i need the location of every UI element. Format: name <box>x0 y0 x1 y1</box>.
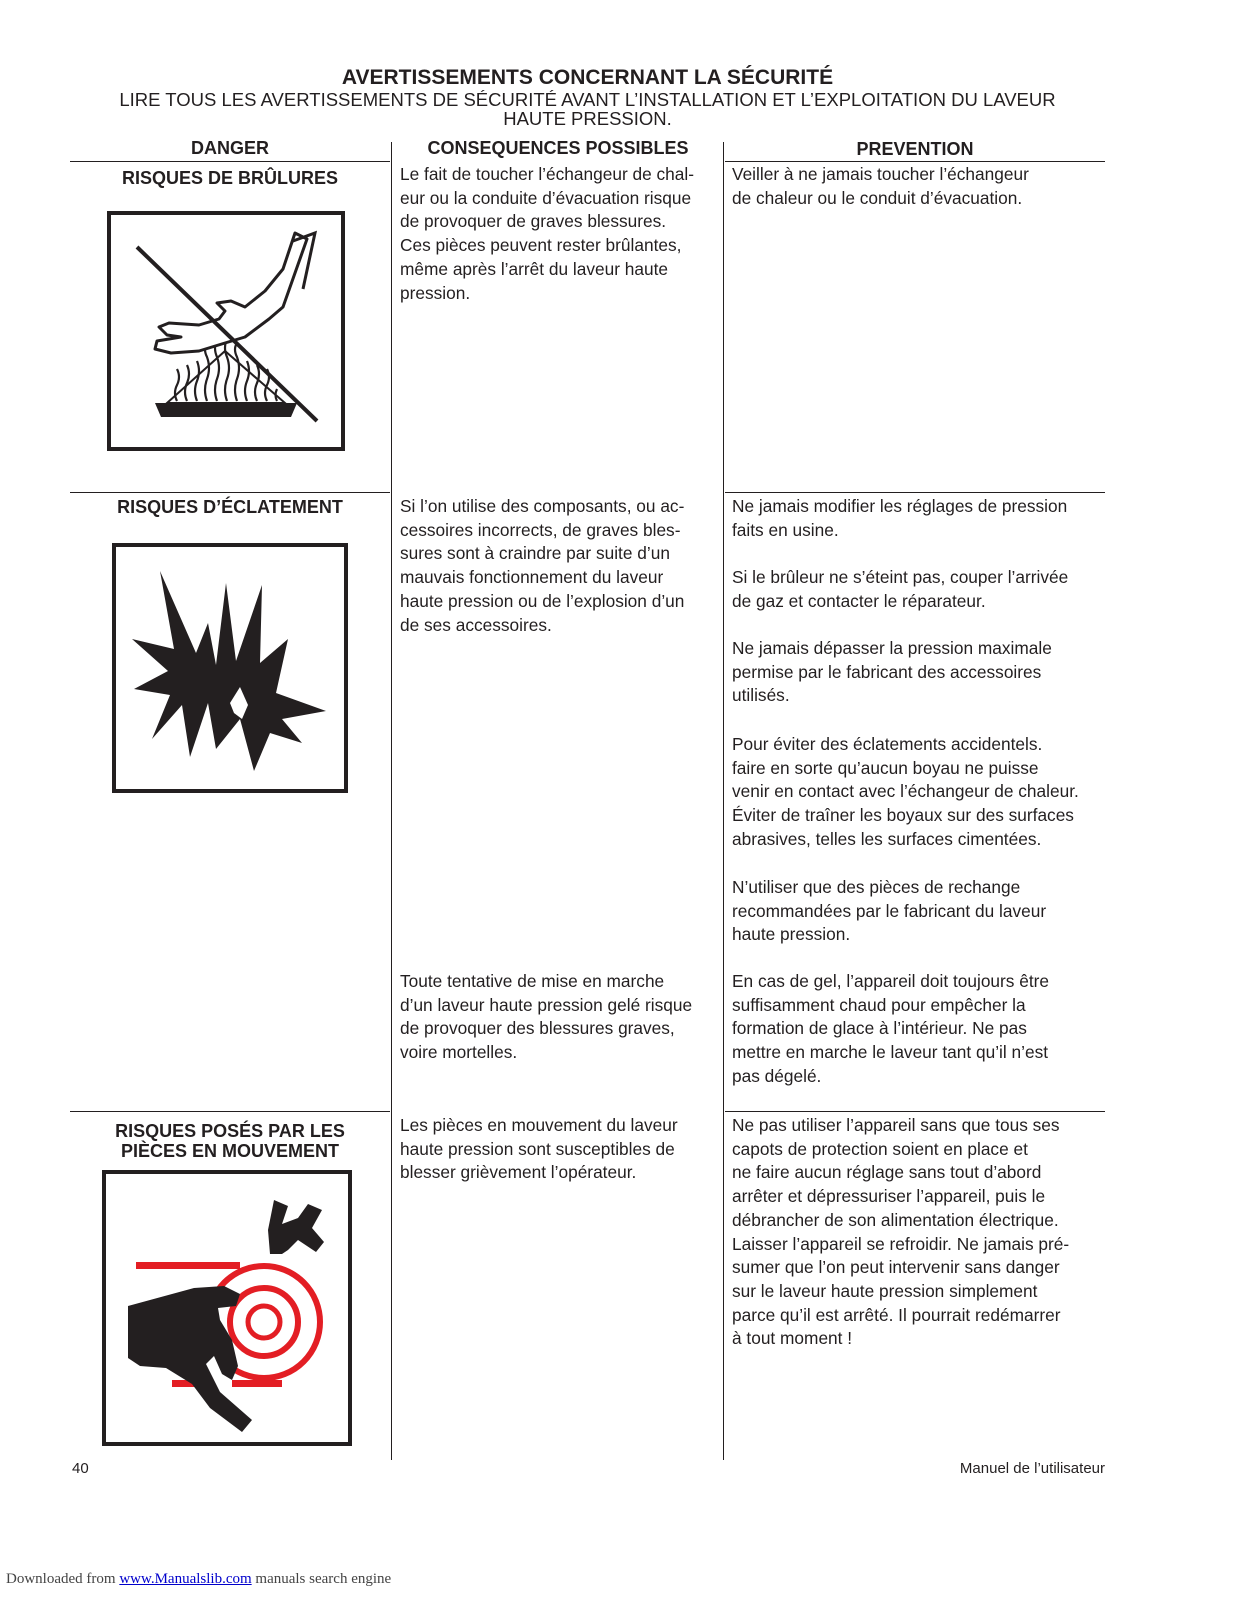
prevention-max-pressure: Ne jamais dépasser la pression maximale permise par le fabricant des accessoires utilisés. <box>732 638 1052 706</box>
manual-title: Manuel de l’utilisateur <box>959 1460 1105 1477</box>
download-note-prefix: Downloaded from <box>6 1571 120 1587</box>
page-subtitle <box>70 90 1105 128</box>
header-rule-prevention <box>725 161 1105 162</box>
prevention-burns: Veiller à ne jamais toucher l’échangeur de chaleur ou le conduit d’évacuation. <box>732 164 1029 208</box>
column-header-consequences: CONSEQUENCES POSSIBLES <box>427 138 689 158</box>
manualslib-link[interactable]: www.Manualslib.com <box>119 1571 252 1587</box>
danger-moving-parts-line-1: RISQUES POSÉS PAR LES <box>115 1121 345 1141</box>
prevention-moving-parts: Ne pas utiliser l’appareil sans que tous ses capots de protection soient en place et ne faire aucun réglage sans tout d’abord arrêter et dépressuriser l’appareil, puis le débrancher de son alimentation électrique. Laisser l’appareil se refroidir. Ne jamais pré- sumer que l’on peut intervenir sans danger sur le laveur haute pression simplement parce qu’il est arrêté. Il pourrait redémarrer à tout moment ! <box>732 1115 1070 1349</box>
subtitle-line-2: HAUTE PRESSION. <box>503 108 672 129</box>
page-number: 40 <box>72 1460 89 1477</box>
column-divider-2 <box>723 142 724 1460</box>
row-rule-2-prevention <box>725 492 1105 493</box>
prevention-pressure-settings: Ne jamais modifier les réglages de pression faits en usine. <box>732 496 1068 540</box>
prevention-spare-parts: N’utiliser que des pièces de rechange recommandées par le fabricant du laveur haute pression. <box>732 877 1047 945</box>
consequence-bursting: Si l’on utilise des composants, ou ac- cessoires incorrects, de graves bles- sures sont à craindre par suite d’un mauvais fonctionnement du laveur haute pression ou de l’explosion d’un de ses accessoires. <box>400 496 685 635</box>
danger-moving-parts-line-2: PIÈCES EN MOUVEMENT <box>120 1141 340 1161</box>
danger-moving-parts-label <box>70 1121 390 1161</box>
column-header-danger: DANGER <box>190 138 269 158</box>
danger-bursting-label: RISQUES D’ÉCLATEMENT <box>117 497 343 517</box>
prevention-hoses: Pour éviter des éclatements accidentels. faire en sorte qu’aucun boyau ne puisse venir en contact avec l’échangeur de chaleur. Éviter de traîner les boyaux sur des surfaces abrasives, telles les surfaces cimentées. <box>732 734 1079 849</box>
explosion-icon <box>112 543 348 793</box>
download-note <box>6 1571 391 1588</box>
row-rule-2-danger <box>70 492 390 493</box>
prevention-burner: Si le brûleur ne s’éteint pas, couper l’arrivée de gaz et contacter le réparateur. <box>732 567 1069 611</box>
column-divider-1 <box>391 142 392 1460</box>
consequence-moving-parts: Les pièces en mouvement du laveur haute pression sont susceptibles de blesser grièvement l’opérateur. <box>400 1115 678 1183</box>
header-rule-danger <box>70 161 390 162</box>
subtitle-line-1: LIRE TOUS LES AVERTISSEMENTS DE SÉCURITÉ AVANT L’INSTALLATION ET L’EXPLOITATION DU LAVEUR <box>119 89 1056 110</box>
moving-parts-hand-icon <box>102 1170 352 1446</box>
download-note-suffix: manuals search engine <box>251 1571 392 1587</box>
hot-surface-no-touch-icon <box>107 211 345 451</box>
row-rule-3-prevention <box>725 1111 1105 1112</box>
danger-burns-label: RISQUES DE BRÛLURES <box>121 168 339 188</box>
page-title: AVERTISSEMENTS CONCERNANT LA SÉCURITÉ <box>341 66 834 89</box>
consequence-freezing: Toute tentative de mise en marche d’un laveur haute pression gelé risque de provoquer des blessures graves, voire mortelles. <box>400 971 693 1063</box>
prevention-freezing: En cas de gel, l’appareil doit toujours être suffisamment chaud pour empêcher la formation de glace à l’intérieur. Ne pas mettre en marche le laveur tant qu’il n’est pas dégelé. <box>732 971 1050 1086</box>
column-header-prevention: PREVENTION <box>856 139 974 159</box>
consequence-burns: Le fait de toucher l’échangeur de chal- eur ou la conduite d’évacuation risque de provoquer de graves blessures. Ces pièces peuvent rester brûlantes, même après l’arrêt du laveur haute pression. <box>400 164 694 303</box>
row-rule-3-danger <box>70 1111 390 1112</box>
